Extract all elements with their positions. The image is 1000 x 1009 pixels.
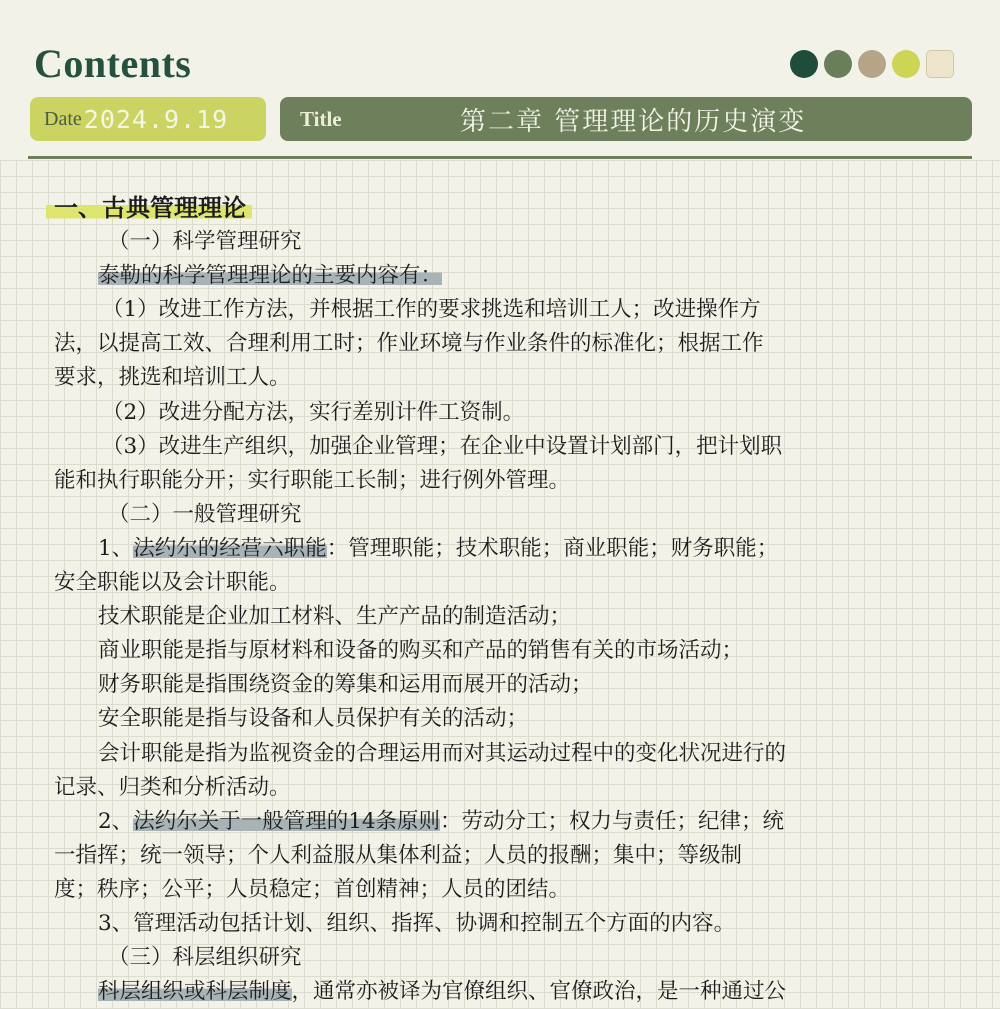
- note-line: （2）改进分配方法，实行差别计件工资制。: [102, 399, 525, 425]
- subsection-heading: （三）科层组织研究: [108, 945, 302, 971]
- date-value: 2024.9.19: [83, 104, 229, 134]
- note-line: 安全职能是指与设备和人员保护有关的活动；: [98, 706, 529, 732]
- note-line: [54, 259, 954, 293]
- note-text: ，通常亦被译为官僚组织、官僚政治，是一种通过公: [291, 979, 787, 1005]
- subsection-heading: （一）科学管理研究: [108, 229, 302, 255]
- highlighted-text: 一、古典管理理论: [46, 193, 252, 222]
- palette-swatch: [824, 50, 852, 78]
- highlighted-text: 科层组织或科层制度: [98, 979, 292, 1005]
- note-line: 财务职能是指围绕资金的筹集和运用而展开的活动；: [98, 672, 593, 698]
- title-value: 第二章 管理理论的历史演变: [460, 106, 807, 137]
- note-text: 1、: [98, 535, 134, 561]
- note-line: 能和执行职能分开；实行职能工长制；进行例外管理。: [54, 467, 571, 493]
- note-text: ：劳动分工；权力与责任；纪律；统: [440, 808, 785, 834]
- note-line: 度；秩序；公平；人员稳定；首创精神；人员的团结。: [54, 876, 571, 902]
- color-palette: [790, 50, 954, 78]
- title-field: [280, 97, 972, 141]
- highlighted-text: 法约尔的经营六职能: [133, 535, 327, 561]
- note-line: 安全职能以及会计职能。: [54, 570, 291, 596]
- header-divider: [28, 156, 972, 159]
- palette-swatch: [926, 50, 954, 78]
- note-line: [54, 805, 954, 839]
- highlighted-text: 法约尔关于一般管理的14条原则: [133, 808, 441, 834]
- palette-swatch: [790, 50, 818, 78]
- highlighted-text: 泰勒的科学管理理论的主要内容有：: [98, 263, 443, 289]
- note-line: [54, 975, 954, 1009]
- title-label: Title: [300, 106, 342, 131]
- note-line: 要求，挑选和培训工人。: [54, 365, 291, 391]
- note-line: 记录、归类和分析活动。: [54, 774, 291, 800]
- palette-swatch: [858, 50, 886, 78]
- note-line: [54, 532, 954, 566]
- note-text: ：管理职能；技术职能；商业职能；财务职能；: [326, 535, 779, 561]
- section-heading: [54, 191, 954, 225]
- note-line: 一指挥；统一领导；个人利益服从集体利益；人员的报酬；集中；等级制: [54, 842, 743, 868]
- note-line: （3）改进生产组织，加强企业管理；在企业中设置计划部门，把计划职: [102, 433, 783, 459]
- note-line: 3、管理活动包括计划、组织、指挥、协调和控制五个方面的内容。: [98, 910, 736, 936]
- note-text: 2、: [98, 808, 134, 834]
- note-line: 法，以提高工效、合理利用工时；作业环境与作业条件的标准化；根据工作: [54, 331, 764, 357]
- page-heading: Contents: [34, 41, 192, 86]
- note-line: 技术职能是企业加工材料、生产产品的制造活动；: [98, 604, 572, 630]
- palette-swatch: [892, 50, 920, 78]
- date-label: Date: [44, 107, 82, 130]
- date-field: [30, 97, 266, 141]
- notes-body: [54, 191, 954, 1009]
- note-line: 会计职能是指为监视资金的合理运用而对其运动过程中的变化状况进行的: [98, 740, 787, 766]
- note-line: 商业职能是指与原材料和设备的购买和产品的销售有关的市场活动；: [98, 638, 744, 664]
- subsection-heading: （二）一般管理研究: [108, 501, 302, 527]
- note-line: （1）改进工作方法，并根据工作的要求挑选和培训工人；改进操作方: [102, 297, 761, 323]
